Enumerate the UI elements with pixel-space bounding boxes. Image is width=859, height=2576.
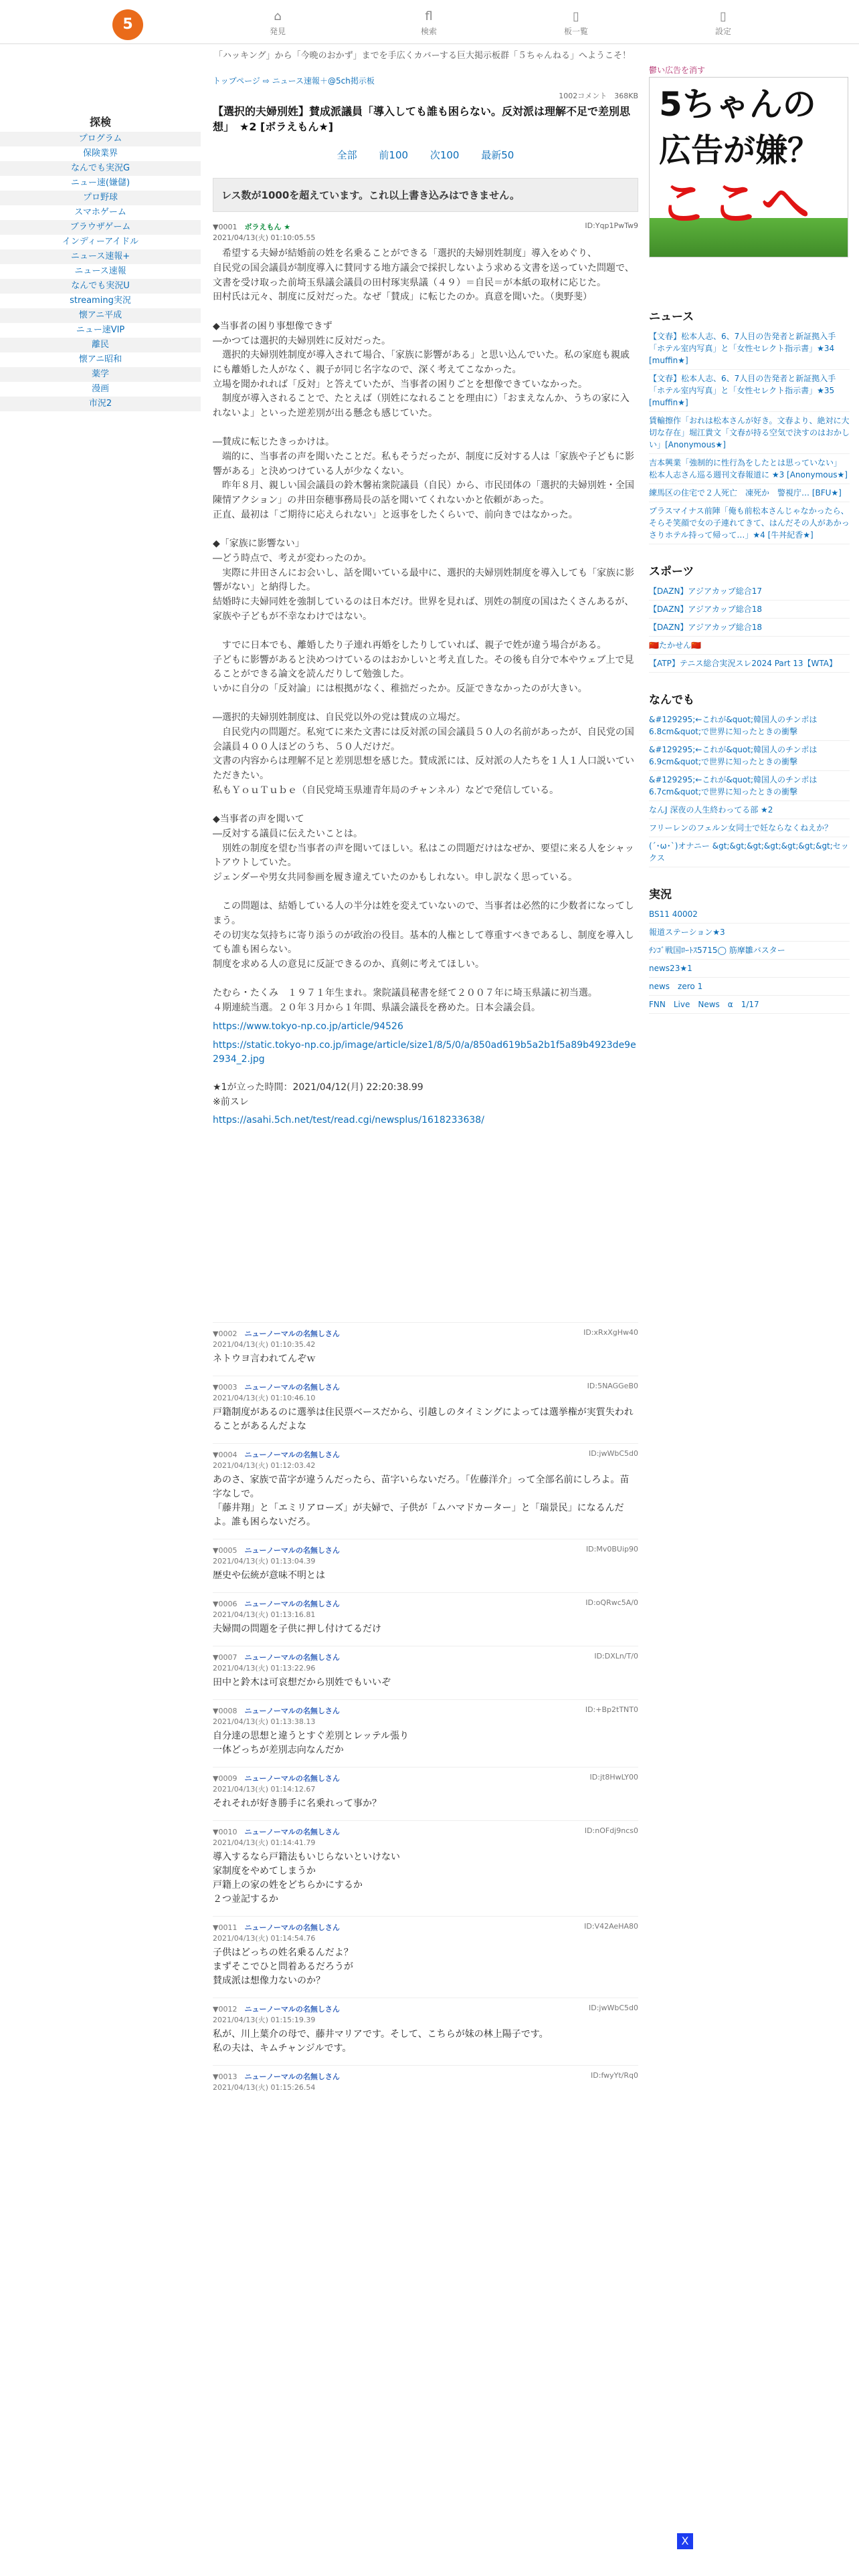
reply-id[interactable]: ID:5NAGGeB0 bbox=[587, 1381, 638, 1390]
reply-body: 歴史や伝統が意味不明とは bbox=[213, 1570, 325, 1581]
reply-number[interactable]: ▼0005 bbox=[213, 1545, 237, 1555]
sports-item[interactable]: 【DAZN】アジアカップ総合17 bbox=[649, 582, 850, 601]
news-section bbox=[649, 307, 850, 544]
reply-header bbox=[213, 1773, 638, 1794]
post-author: ボラえもん ★ bbox=[244, 223, 291, 232]
sidebar-item[interactable]: スマホゲーム bbox=[74, 207, 126, 217]
reply-body: 田中と鈴木は可哀想だから別姓でもいいぞ bbox=[213, 1677, 391, 1688]
thread-main bbox=[213, 75, 638, 2095]
news-item[interactable]: 吉本興業「強制的に性行為をしたとは思っていない」 松本人志さん巡る週刊文春報道に ★3 [Anonymous★] bbox=[649, 454, 850, 484]
sports-item[interactable]: 【DAZN】アジアカップ総合18 bbox=[649, 619, 850, 637]
search-icon: fl bbox=[425, 9, 433, 23]
reply-date: 2021/04/13(火) 01:10:46.10 bbox=[213, 1393, 316, 1402]
reply-number[interactable]: ▼0012 bbox=[213, 2004, 237, 2014]
sidebar-item[interactable]: 漫画 bbox=[91, 384, 109, 394]
reply-post bbox=[213, 1767, 638, 1811]
sidebar-item[interactable]: なんでも実況G bbox=[0, 161, 201, 176]
reply-author: ニューノーマルの名無しさん bbox=[244, 1774, 340, 1783]
reply-number[interactable]: ▼0011 bbox=[213, 1923, 237, 1932]
reply-header bbox=[213, 1598, 638, 1620]
reply-header bbox=[213, 2071, 638, 2092]
nav-latest50-link[interactable]: 最新50 bbox=[481, 149, 514, 162]
reply-post bbox=[213, 1592, 638, 1636]
reply-date: 2021/04/13(火) 01:13:38.13 bbox=[213, 1717, 316, 1726]
site-logo[interactable]: 5 bbox=[112, 9, 143, 40]
live-item[interactable]: BS11 40002 bbox=[649, 905, 850, 924]
reply-number[interactable]: ▼0010 bbox=[213, 1827, 237, 1836]
misc-title: なんでも bbox=[649, 693, 694, 707]
reply-body: 子供はどっちの姓名乗るんだよ？ まずそこでひと問着あるだろうが 賛成派は想像力ないのか？ bbox=[213, 1947, 353, 1986]
sports-item[interactable]: 🇨🇳たかせん🇨🇳 bbox=[649, 637, 850, 655]
ad-line1: 5ちゃんの bbox=[659, 85, 816, 124]
reply-id[interactable]: ID:DXLn/T/0 bbox=[594, 1651, 638, 1660]
reply-id[interactable]: ID:jwWbC5d0 bbox=[589, 1448, 638, 1458]
news-item[interactable]: プラスマイナス前陣「俺も前松本さんじゃなかったら、そらそ笑顔で女の子連れてきて、はんだその人があかっさりホテル持って帰って…」★4 [牛丼紀香★] bbox=[649, 502, 850, 544]
reply-header bbox=[213, 1328, 638, 1350]
reply-author: ニューノーマルの名無しさん bbox=[244, 1706, 340, 1715]
reply-post bbox=[213, 1376, 638, 1434]
sidebar-item[interactable]: ニュー速VIP bbox=[76, 325, 125, 335]
source-link[interactable]: https://www.tokyo-np.co.jp/article/94526 bbox=[213, 1021, 403, 1032]
sidebar-item[interactable]: ニュース速報 bbox=[74, 266, 126, 276]
reply-body: 自分達の思想と違うとすぐ差別とレッテル張り 一体どっちが差別志向なんだか bbox=[213, 1730, 409, 1755]
breadcrumb[interactable]: トップページ ⇨ ニュース速報＋@5ch掲示板 bbox=[213, 76, 375, 86]
sidebar-item[interactable]: 懐アニ昭和 bbox=[78, 354, 122, 364]
misc-item[interactable]: &#129295;←これが&quot;韓国人のチンポは6.7cm&quot;で世界に知ったときの衝撃 bbox=[649, 771, 850, 801]
reply-body: 導入するなら戸籍法もいじらないといけない 家制度をやめてしまうか 戸籍上の家の姓をどちらかにするか ２つ並記するか bbox=[213, 1851, 400, 1905]
sidebar-item[interactable]: streaming実況 bbox=[70, 296, 131, 306]
reply-header bbox=[213, 2004, 638, 2025]
misc-item[interactable]: フリーレンのフェルン女同士で妊ならなくねえか？ bbox=[649, 819, 850, 837]
reply-header bbox=[213, 1545, 638, 1566]
reply-id[interactable]: ID:oQRwc5A/0 bbox=[585, 1598, 638, 1607]
image-link[interactable]: https://static.tokyo-np.co.jp/image/article/size1/8/5/0/a/850ad619b5a2b1f5a89b4923de9e2934_2.jpg bbox=[213, 1039, 636, 1065]
thread-title: 【選択的夫婦別姓】賛成派議員「導入しても誰も困らない。反対派は理解不足で差別思想」 ★2 [ボラえもん★] bbox=[213, 105, 631, 134]
sports-section bbox=[649, 562, 850, 673]
reply-body: あのさ、家族で苗字が違うんだったら、苗字いらないだろ。「佐藤洋介」って全部名前にしろよ。苗字なしで。 「藤井翔」と「エミリアローズ」が夫婦で、子供が「ムハマドカーター」と「瑞景民」になるんだよ。誰も困らないだろ。 bbox=[213, 1474, 630, 1527]
reply-date: 2021/04/13(火) 01:14:41.79 bbox=[213, 1838, 316, 1847]
top-navigation bbox=[0, 0, 859, 44]
page-navigation bbox=[213, 148, 638, 162]
reply-post bbox=[213, 1539, 638, 1583]
reply-date: 2021/04/13(火) 01:15:26.54 bbox=[213, 2082, 316, 2092]
live-item[interactable]: ﾁﾝｺﾞ戦国ﾛｰﾄｽ5715◯ 筋摩雛バスター bbox=[649, 942, 850, 960]
sidebar-item[interactable]: プログラム bbox=[0, 132, 201, 146]
reply-number[interactable]: ▼0008 bbox=[213, 1706, 237, 1715]
reply-id[interactable]: ID:V42AeHA80 bbox=[584, 1921, 638, 1931]
misc-section bbox=[649, 690, 850, 867]
live-section bbox=[649, 885, 850, 1014]
nav-all-link[interactable]: 全部 bbox=[337, 149, 357, 162]
reply-author: ニューノーマルの名無しさん bbox=[244, 1827, 340, 1836]
reply-id[interactable]: ID:+Bp2tTNT0 bbox=[585, 1705, 638, 1714]
reply-author: ニューノーマルの名無しさん bbox=[244, 1382, 340, 1392]
original-post bbox=[213, 221, 638, 1128]
reply-date: 2021/04/13(火) 01:13:22.96 bbox=[213, 1663, 316, 1673]
reply-body: ネトウヨ言われてんぞｗ bbox=[213, 1353, 316, 1364]
reply-id[interactable]: ID:xRxXgHw40 bbox=[583, 1327, 638, 1337]
reply-body: それそれが好き勝手に名乗れって事か？ bbox=[213, 1798, 381, 1809]
reply-date: 2021/04/13(火) 01:10:35.42 bbox=[213, 1339, 316, 1349]
reply-post bbox=[213, 1820, 638, 1907]
welcome-ticker: 「ハッキング」から「今晩のおかず」までを手広くカバーする巨大掲示板群「５ちゃんねる」へようこそ！ bbox=[214, 51, 631, 61]
reply-post bbox=[213, 1322, 638, 1366]
reply-id[interactable]: ID:fwyYt/Rq0 bbox=[591, 2070, 638, 2080]
reply-header bbox=[213, 1652, 638, 1673]
explore-sidebar bbox=[0, 114, 201, 411]
sports-title: スポーツ bbox=[649, 565, 694, 578]
sports-item[interactable]: 【ATP】テニス総合実況スレ2024 Part 13【WTA】 bbox=[649, 655, 850, 673]
reply-post bbox=[213, 2065, 638, 2092]
reply-author: ニューノーマルの名無しさん bbox=[244, 1329, 340, 1338]
sidebar-item[interactable]: プロ野球 bbox=[0, 191, 201, 205]
nav-next100-link[interactable]: 次100 bbox=[430, 149, 460, 162]
reply-header bbox=[213, 1382, 638, 1403]
right-sidebar bbox=[649, 64, 850, 1014]
reply-body: 夫婦間の問題を子供に押し付けてるだけ bbox=[213, 1623, 381, 1634]
misc-item[interactable]: &#129295;←これが&quot;韓国人のチンポは6.9cm&quot;で世界に知ったときの衝撃 bbox=[649, 741, 850, 771]
sidebar-item[interactable]: インディーアイドル bbox=[62, 237, 139, 247]
misc-item[interactable]: &#129295;←これが&quot;韓国人のチンポは6.8cm&quot;で世界に知ったときの衝撃 bbox=[649, 711, 850, 741]
post-date: 2021/04/13(火) 01:10:05.55 bbox=[213, 233, 316, 243]
post-number[interactable]: ▼0001 bbox=[213, 223, 237, 232]
reply-number[interactable]: ▼0003 bbox=[213, 1382, 237, 1392]
sidebar-item[interactable]: 保険業界 bbox=[82, 148, 118, 158]
board-list-icon: ▯ bbox=[573, 9, 579, 23]
reply-date: 2021/04/13(火) 01:12:03.42 bbox=[213, 1461, 316, 1470]
sidebar-item[interactable]: 離民 bbox=[0, 338, 201, 352]
nav-discover[interactable]: ⌂ 発見 bbox=[248, 9, 308, 37]
thread-meta: 1002コメント 368KB bbox=[559, 92, 638, 100]
reply-post bbox=[213, 1998, 638, 2056]
gear-icon: ▯ bbox=[720, 9, 727, 23]
reply-header bbox=[213, 1449, 638, 1471]
limit-warning: レス数が1000を超えています。これ以上書き込みはできません。 bbox=[213, 178, 638, 212]
reply-number[interactable]: ▼0009 bbox=[213, 1774, 237, 1783]
reply-body: 戸籍制度があるのに選挙は住民票ベースだから、引越しのタイミングによっては選挙権が実質失われることがあるんだよな bbox=[213, 1406, 634, 1432]
reply-post bbox=[213, 1916, 638, 1988]
news-item[interactable]: 【文春】松本人志、6、7人目の告発者と新証拠入手「ホテル室内写真」と「女性セレクト指示書」★35 [muffin★] bbox=[649, 370, 850, 412]
misc-item[interactable]: なんJ 深夜の人生終わってる部 ★2 bbox=[649, 801, 850, 819]
reply-number[interactable]: ▼0006 bbox=[213, 1599, 237, 1608]
home-icon: ⌂ bbox=[274, 9, 282, 23]
reply-post bbox=[213, 1646, 638, 1690]
reply-number[interactable]: ▼0004 bbox=[213, 1450, 237, 1459]
live-item[interactable]: 報道ステーション★3 bbox=[649, 924, 850, 942]
remove-ad-link[interactable]: 鬱い広告を消す bbox=[649, 66, 706, 75]
reply-date: 2021/04/13(火) 01:13:16.81 bbox=[213, 1610, 316, 1619]
post-footer: ★1が立った時間：2021/04/12(月) 22:20:38.99 ※前スレ bbox=[213, 1081, 423, 1107]
prev-thread-link[interactable]: https://asahi.5ch.net/test/read.cgi/newsplus/1618233638/ bbox=[213, 1115, 484, 1126]
live-item[interactable]: news zero 1 bbox=[649, 978, 850, 996]
nav-settings[interactable]: ▯ 設定 bbox=[693, 9, 753, 37]
reply-header bbox=[213, 1922, 638, 1943]
reply-date: 2021/04/13(火) 01:13:04.39 bbox=[213, 1556, 316, 1566]
reply-date: 2021/04/13(火) 01:14:12.67 bbox=[213, 1784, 316, 1794]
reply-number[interactable]: ▼0002 bbox=[213, 1329, 237, 1338]
reply-post bbox=[213, 1699, 638, 1757]
reply-list bbox=[213, 1322, 638, 2092]
nav-search[interactable]: fl 検索 bbox=[399, 9, 459, 37]
sidebar-item[interactable]: 懐アニ平成 bbox=[0, 308, 201, 323]
reply-author: ニューノーマルの名無しさん bbox=[244, 1599, 340, 1608]
news-item[interactable]: 練馬区の住宅で２人死亡 凍死か 警視庁… [BFU★] bbox=[649, 484, 850, 502]
reply-author: ニューノーマルの名無しさん bbox=[244, 1652, 340, 1662]
sidebar-item[interactable]: ブラウザゲーム bbox=[0, 220, 201, 235]
close-icon[interactable]: X bbox=[677, 2533, 693, 2549]
reply-author: ニューノーマルの名無しさん bbox=[244, 2004, 340, 2014]
reply-number[interactable]: ▼0013 bbox=[213, 2072, 237, 2081]
reply-date: 2021/04/13(火) 01:14:54.76 bbox=[213, 1933, 316, 1943]
reply-post bbox=[213, 1443, 638, 1529]
reply-header bbox=[213, 1705, 638, 1727]
reply-id[interactable]: ID:jt8HwLY00 bbox=[589, 1772, 638, 1782]
news-item[interactable]: 【文春】松本人志、6、7人目の告発者と新証拠入手「ホテル室内写真」と「女性セレクト指示書」★34 [muffin★] bbox=[649, 328, 850, 370]
reply-id[interactable]: ID:Mv0BUip90 bbox=[585, 1544, 638, 1553]
news-item[interactable]: 賃輸擦作「おれは松本さんが好き。文春より、絶対に大切な存在」堀江貴文「文春が持る空気で決すのはおかしい」[Anonymous★] bbox=[649, 412, 850, 454]
reply-author: ニューノーマルの名無しさん bbox=[244, 1923, 340, 1932]
sidebar-item[interactable]: 市況2 bbox=[0, 397, 201, 411]
live-item[interactable]: FNN Live News α 1/17 bbox=[649, 996, 850, 1014]
post-id[interactable]: ID:Yqp1PwTw9 bbox=[585, 221, 638, 231]
nav-prev100-link[interactable]: 前100 bbox=[379, 149, 409, 162]
misc-item[interactable]: (´･ω･`)オナニー &gt;&gt;&gt;&gt;&gt;&gt;&gt;セックス bbox=[649, 837, 850, 867]
reply-body: 私が、川上葉介の母で、藤井マリアです。そして、こちらが妹の林上陽子です。 私の夫は、キムチャンジルです。 bbox=[213, 2028, 549, 2054]
ad-line3: ここへ bbox=[659, 175, 814, 231]
reply-number[interactable]: ▼0007 bbox=[213, 1652, 237, 1662]
sports-item[interactable]: 【DAZN】アジアカップ総合18 bbox=[649, 601, 850, 619]
reply-author: ニューノーマルの名無しさん bbox=[244, 2072, 340, 2081]
sidebar-list bbox=[0, 132, 201, 411]
sidebar-item[interactable]: なんでも実況U bbox=[0, 279, 201, 294]
sidebar-item[interactable]: ニュー速(嫌儲) bbox=[70, 178, 130, 188]
reply-header bbox=[213, 1826, 638, 1848]
reply-date: 2021/04/13(火) 01:15:19.39 bbox=[213, 2015, 316, 2024]
sidebar-title: 探検 bbox=[89, 116, 111, 128]
sidebar-item[interactable]: 薬学 bbox=[0, 367, 201, 382]
nav-boards[interactable]: ▯ 板一覧 bbox=[546, 9, 606, 37]
reply-id[interactable]: ID:jwWbC5d0 bbox=[589, 2003, 638, 2012]
news-title: ニュース bbox=[649, 310, 694, 324]
reply-author: ニューノーマルの名無しさん bbox=[244, 1450, 340, 1459]
ad-banner[interactable] bbox=[649, 77, 848, 257]
post-body: 希望する夫婦が結婚前の姓を名乗ることができる「選択的夫婦別姓制度」導入をめぐり、 自民党の国会議員が制度導入に賛同する地方議会で採択しないよう求める文書を送っていた問題で、 文書を受け取った前埼玉県議会議員の田村琢実県議（４９）＝自民＝が本紙の取材に応じた。 田村氏は元々、制度に反対だった。なぜ「賛成」に転じたのか。真意を聞いた。（奥野斐） ◆当事者の困り事想像できず ―かつては選択的夫婦別姓に反対だった。 選択的夫婦別姓制度が導入されて場合、「家族に影響がある」と思い込んでいた。私の家庭も親戚にも離婚した人がなく、親子が同じ名字なので、深く考えてこなかった。 立場を聞かれれば「反対」と答えていたが、当事者の困りごとを想像できていなかった。 制度が導入されることで、たとえば（別姓になれることを理由に）「おまえなんか、うちの家に入れないよ」といった逆差別が出る懸念も感じていた。 ―賛成に転じたきっかけは。 端的に、当事者の声を聞いたことだ。私もそうだったが、制度に反対する人は「家族や子どもに影響がある」と決めつけている人が少なくない。 昨年８月、親しい国会議員の鈴木馨祐衆院議員（自民）から、市民団体の「選択的夫婦別姓・全国陳情アクション」の井田奈穂事務局長の話を聞いてくれないかと依頼があった。 正直、最初は「ご期待に応えられない」と返事をしたくらいで、前向きではなかった。 ◆「家族に影響ない」 ―どう時点で、考えが変わったのか。 実際に井田さんにお会いし、話を聞いている最中に、選択的夫婦別姓制度を導入しても「家族に影響がない」と納得した。 結婚時に夫婦同姓を強制しているのは日本だけ。世界を見れば、別姓の制度の国はたくさんあるが、家族や子どもが不幸なわけではない。 すでに日本でも、離婚したり子連れ再婚をしたりしていれば、親子で姓が違う場合がある。 子どもに影響があると決めつけているのはおかしいと考え直した。その後も自分で本やウェブ上で見ることができる論文を読んだりして勉強した。 いかに自分の「反対論」には根拠がなく、稚拙だったか。反証できなかったのが大きい。 ―選択的夫婦別姓制度は、自民党以外の党は賛成の立場だ。 自民党内の問題だ。私宛てに来た文書には反対派の国会議員５０人の名前があったが、自民党の国会議員４００人ほどのうち、５０人だけだ。 文書の内容からは理解不足と差別思想を感じた。賛成派には、反対派の人たちを１人１人口説いていただきたい。 私もＹｏｕＴｕｂｅ（自民党埼玉県連青年局のチャンネル）などで発信している。 ◆当事者の声を聞いて ―反対する議員に伝えたいことは。 別姓の制度を望む当事者の声を聞いてほしい。私はこの問題だけはなぜか、要望に来る人をシャットアウトしていた。 ジェンダーや男女共同参画を履き違えていたのかもしれない。申し訳なく思っている。 この問題は、結婚している人の半分は姓を変えていないので、当事者は必然的に少数者になってしまう。 その切実な気持ちに寄り添うのが政治の役目。基本的人権として尊重すべきであるし、制度を導入しても誰も困らない。 制度を求める人の意見に反証できるのか、真剣に考えてほしい。 たむら・たくみ １９７１年生まれ。衆院議員秘書を経て２００７年に埼玉県議に初当選。 ４期連続当選。２０年３月から１年間、県議会議長を務めた。日本会議会員。 bbox=[213, 248, 634, 1014]
reply-author: ニューノーマルの名無しさん bbox=[244, 1545, 340, 1555]
live-title: 実況 bbox=[649, 888, 672, 901]
reply-id[interactable]: ID:nOFdj9ncs0 bbox=[584, 1826, 638, 1835]
ad-line2: 広告が嫌？ bbox=[659, 132, 820, 169]
live-item[interactable]: news23★1 bbox=[649, 960, 850, 978]
sidebar-item[interactable]: ニュース速報+ bbox=[0, 249, 201, 264]
